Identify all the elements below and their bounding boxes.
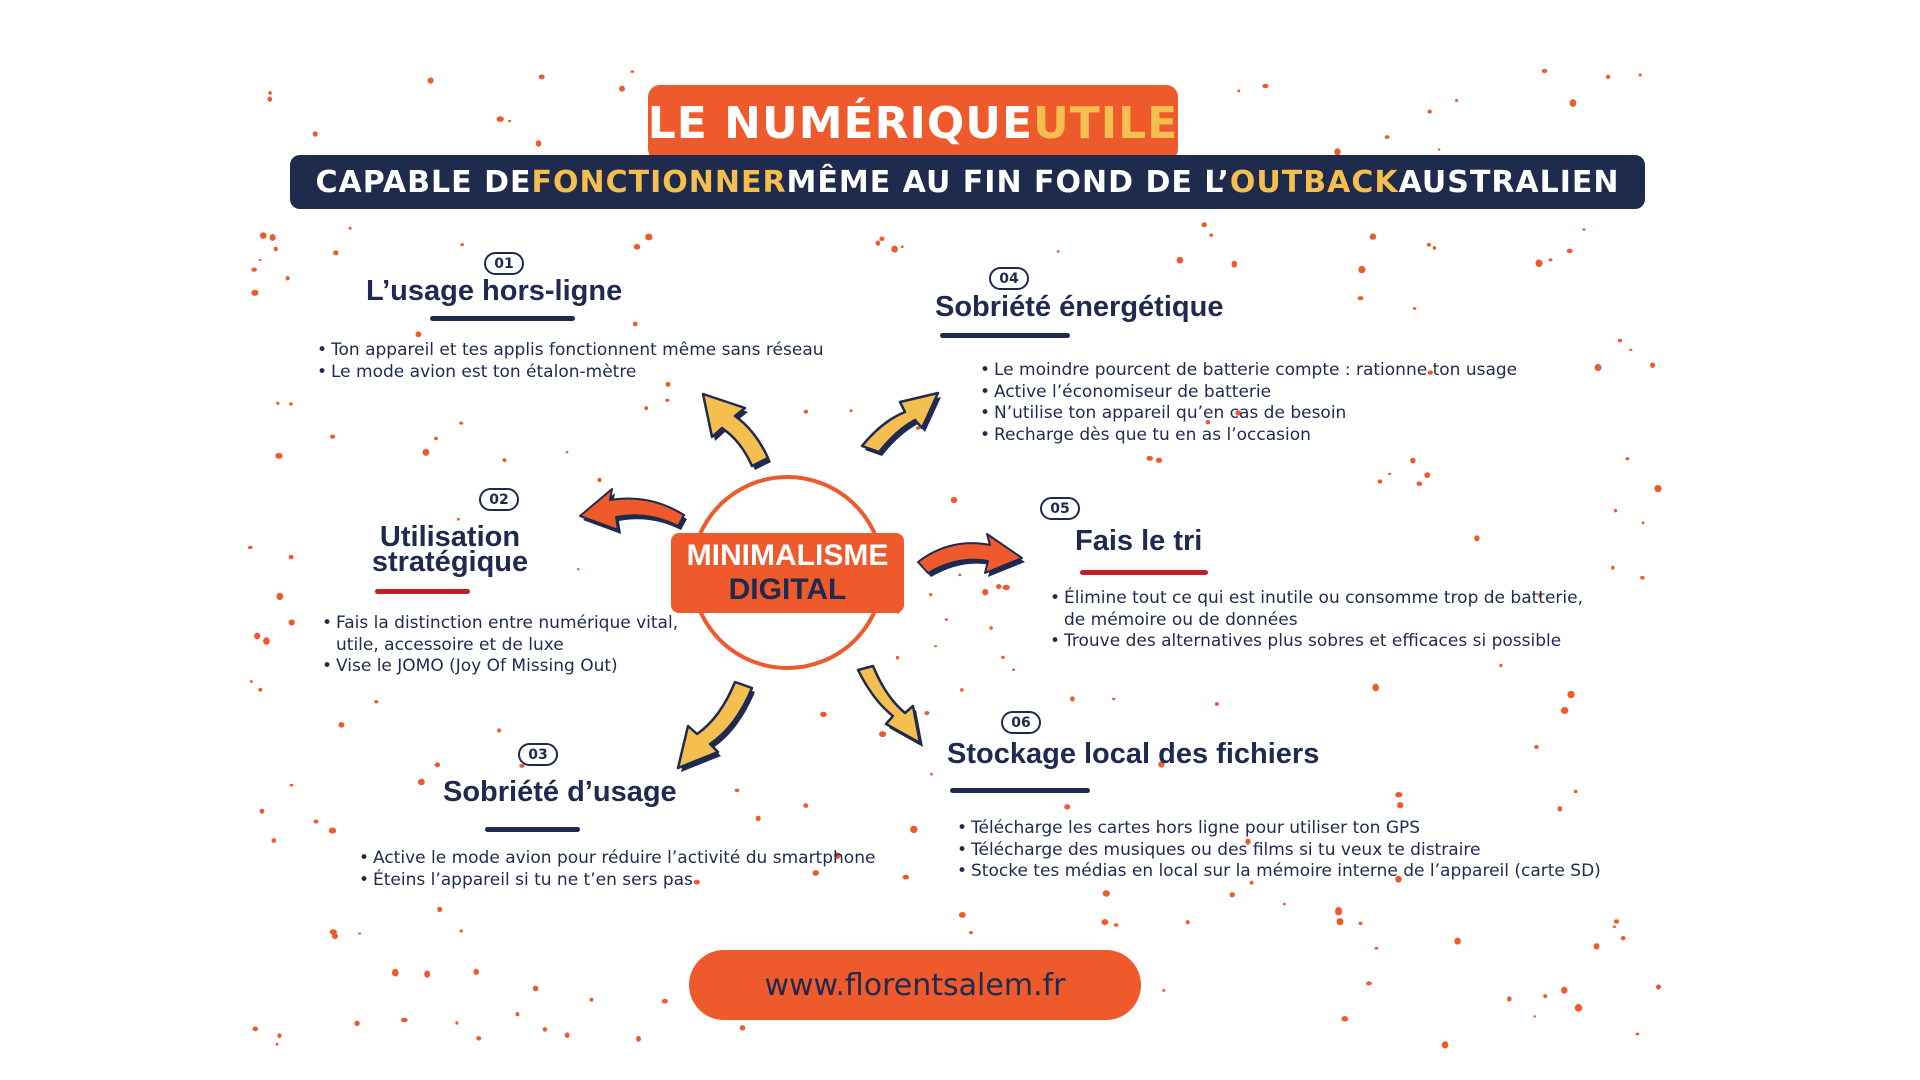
- section-06-underline: [950, 788, 1090, 793]
- section-06-title: Stockage local des fichiers: [947, 738, 1320, 770]
- section-05-number: 05: [1040, 497, 1080, 520]
- main-title-part1: LE NUMÉRIQUE: [647, 97, 1034, 149]
- section-06-number: 06: [1001, 711, 1041, 734]
- section-02-number: 02: [479, 488, 519, 511]
- list-item: • Le moindre pourcent de batterie compte : rationne ton usage: [980, 360, 1517, 382]
- website-url[interactable]: www.florentsalem.fr: [764, 967, 1066, 1003]
- subtitle-part1: CAPABLE DE: [315, 164, 532, 200]
- subtitle-part3: AUSTRALIEN: [1398, 164, 1620, 200]
- section-01-underline: [430, 316, 575, 321]
- list-item: • Active le mode avion pour réduire l’activité du smartphone: [359, 848, 875, 870]
- arrow-down-right-icon: [858, 666, 923, 747]
- arrow-right-icon: [918, 534, 1025, 577]
- section-04-underline: [940, 333, 1070, 338]
- subtitle-accent2: OUTBACK: [1229, 164, 1399, 200]
- list-item: • Télécharge des musiques ou des films si tu veux te distraire: [957, 840, 1601, 862]
- list-item-continued-text: utile, accessoire et de luxe: [336, 634, 564, 655]
- section-04-number: 04: [989, 267, 1029, 290]
- arrow-down-left-icon: [678, 682, 755, 772]
- subtitle-accent1: FONCTIONNER: [531, 164, 787, 200]
- section-03-underline: [485, 827, 580, 832]
- list-item: • Recharge dès que tu en as l’occasion: [980, 425, 1517, 447]
- section-04-title: Sobriété énergétique: [935, 291, 1224, 323]
- section-02-title: [360, 521, 540, 578]
- section-01-number: 01: [484, 252, 524, 275]
- arrow-up-right-icon: [862, 393, 941, 456]
- website-link-button[interactable]: [689, 950, 1141, 1020]
- list-item: • Ton appareil et tes applis fonctionnent même sans réseau: [317, 340, 824, 362]
- section-02-title-line1: Utilisation: [379, 521, 521, 553]
- list-item: • Élimine tout ce qui est inutile ou consomme trop de batterie,: [1050, 588, 1583, 610]
- main-title-accent: UTILE: [1033, 97, 1179, 149]
- list-item: • Télécharge les cartes hors ligne pour utiliser ton GPS: [957, 818, 1601, 840]
- subtitle-part2: MÊME AU FIN FOND DE L’: [786, 164, 1230, 200]
- section-02-title-line2: stratégique: [371, 546, 529, 578]
- section-05-underline: [1080, 570, 1208, 575]
- section-01-bullets: [317, 340, 824, 383]
- section-04-bullets: [980, 360, 1517, 446]
- list-item-continued: [1050, 610, 1583, 632]
- list-item: • Stocke tes médias en local sur la mémoire interne de l’appareil (carte SD): [957, 861, 1601, 883]
- arrow-left-icon: [580, 489, 687, 534]
- list-item-continued-text: de mémoire ou de données: [1064, 609, 1298, 630]
- list-item: • Active l’économiseur de batterie: [980, 382, 1517, 404]
- center-label-line2: DIGITAL: [728, 573, 847, 606]
- section-03-bullets: [359, 848, 875, 891]
- list-item: • Vise le JOMO (Joy Of Missing Out): [322, 656, 678, 678]
- section-03-number: 03: [518, 743, 558, 766]
- list-item: • Fais la distinction entre numérique vital,: [322, 613, 678, 635]
- section-06-bullets: [957, 818, 1601, 883]
- section-05-bullets: [1050, 588, 1583, 653]
- section-05-title: Fais le tri: [1075, 525, 1203, 557]
- list-item: • N’utilise ton appareil qu’en cas de besoin: [980, 403, 1517, 425]
- center-label: [671, 533, 904, 613]
- list-item: • Éteins l’appareil si tu ne t’en sers pas: [359, 870, 875, 892]
- list-item-continued: [322, 635, 678, 657]
- section-02-underline: [375, 589, 470, 594]
- list-item: • Le mode avion est ton étalon-mètre: [317, 362, 824, 384]
- arrow-up-left-icon: [703, 394, 771, 470]
- section-02-bullets: [322, 613, 678, 678]
- list-item: • Trouve des alternatives plus sobres et efficaces si possible: [1050, 631, 1583, 653]
- section-03-title: Sobriété d’usage: [443, 776, 677, 808]
- center-label-line1: MINIMALISME: [686, 539, 889, 572]
- section-01-title: L’usage hors-ligne: [366, 275, 623, 307]
